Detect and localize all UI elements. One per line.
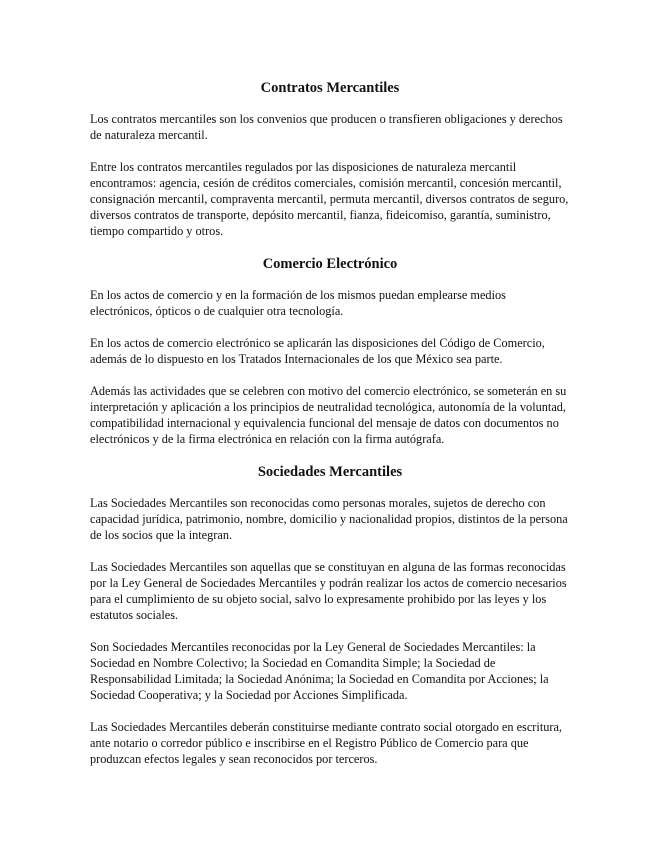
paragraph: En los actos de comercio electrónico se aplicarán las disposiciones del Código de Comercio, además de lo dispuesto en los Tratados Internacionales de los que México sea parte. xyxy=(90,336,545,366)
paragraph: Además las actividades que se celebren con motivo del comercio electrónico, se someterán en su interpretación y aplicación a los principios de neutralidad tecnológica, autonomía de la voluntad, compatibilidad internacional y equivalencia funcional del mensaje de datos con documentos no electrónicos y de la firma electrónica en relación con la firma autógrafa. xyxy=(90,384,567,446)
section-comercio-electronico xyxy=(90,255,570,447)
section-title: Sociedades Mercantiles xyxy=(257,464,403,480)
section-contratos-mercantiles xyxy=(90,79,570,239)
paragraph: Entre los contratos mercantiles regulados por las disposiciones de naturaleza mercantil encontramos: agencia, cesión de créditos comerciales, comisión mercantil, concesión mercantil, consignación mercantil, compraventa mercantil, permuta mercantil, diversos contratos de seguro, diversos contratos de transporte, depósito mercantil, fianza, fideicomiso, garantía, suministro, tiempo compartido y otros. xyxy=(90,160,569,238)
paragraph: Las Sociedades Mercantiles son aquellas que se constituyan en alguna de las formas reconocidas por la Ley General de Sociedades Mercantiles y podrán realizar los actos de comercio necesarios para el cumplimiento de su objeto social, salvo lo expresamente prohibido por las leyes y los estatutos sociales. xyxy=(90,560,567,622)
paragraph: Los contratos mercantiles son los convenios que producen o transfieren obligaciones y derechos de naturaleza mercantil. xyxy=(90,112,563,142)
paragraph: En los actos de comercio y en la formación de los mismos puedan emplearse medios electrónicos, ópticos o de cualquier otra tecnología. xyxy=(90,288,506,318)
document-body xyxy=(90,79,570,783)
paragraph: Las Sociedades Mercantiles son reconocidas como personas morales, sujetos de derecho con capacidad jurídica, patrimonio, nombre, domicilio y nacionalidad propios, distintos de la persona de los socios que la integran. xyxy=(90,496,568,542)
section-title: Contratos Mercantiles xyxy=(260,80,400,96)
section-title: Comercio Electrónico xyxy=(262,256,398,272)
section-sociedades-mercantiles xyxy=(90,463,570,767)
paragraph: Las Sociedades Mercantiles deberán constituirse mediante contrato social otorgado en escritura, ante notario o corredor público e inscribirse en el Registro Público de Comercio para que produzcan efectos legales y sean reconocidos por terceros. xyxy=(90,720,563,766)
paragraph: Son Sociedades Mercantiles reconocidas por la Ley General de Sociedades Mercantiles: la Sociedad en Nombre Colectivo; la Sociedad en Comandita Simple; la Sociedad de Responsabilidad Limitada; la Sociedad Anónima; la Sociedad en Comandita por Acciones; la Sociedad Cooperativa; y la Sociedad por Acciones Simplificada. xyxy=(90,640,549,702)
